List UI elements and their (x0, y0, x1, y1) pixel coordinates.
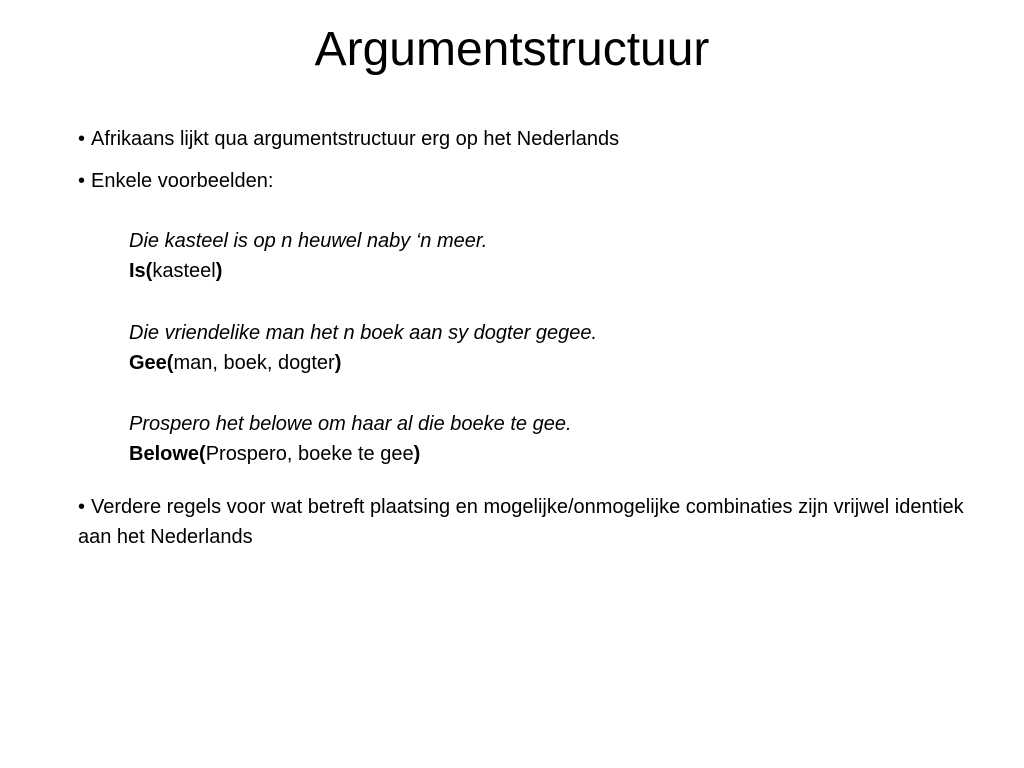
bullet-marker: • (78, 496, 86, 518)
predicate-arguments: kasteel (152, 260, 216, 282)
predicate-arguments: man, boek, dogter (173, 352, 335, 374)
example-sentence: Prospero het belowe om haar al die boeke te gee. (129, 413, 572, 435)
bullet-item (78, 124, 619, 154)
example-predicate (129, 348, 597, 378)
predicate-close: ) (334, 352, 342, 374)
bullet-text: Enkele voorbeelden: (91, 170, 274, 192)
example-predicate (129, 256, 487, 286)
bullet-item (78, 492, 978, 552)
bullet-marker: • (78, 128, 86, 150)
predicate-name: Is( (129, 260, 153, 282)
bullet-item (78, 166, 273, 196)
example-block (129, 409, 572, 469)
predicate-close: ) (413, 443, 421, 465)
example-sentence: Die kasteel is op n heuwel naby ‘n meer. (129, 230, 488, 252)
bullet-marker: • (78, 170, 86, 192)
example-sentence: Die vriendelike man het n boek aan sy dogter gegee. (129, 322, 598, 344)
example-block (129, 318, 597, 378)
example-block (129, 226, 487, 286)
slide-title: Argumentstructuur (314, 23, 710, 76)
bullet-text: Afrikaans lijkt qua argumentstructuur erg op het Nederlands (91, 128, 620, 150)
predicate-name: Belowe( (129, 443, 206, 465)
predicate-name: Gee( (129, 352, 174, 374)
predicate-arguments: Prospero, boeke te gee (205, 443, 414, 465)
bullet-text: Verdere regels voor wat betreft plaatsing en mogelijke/onmogelijke combinaties zijn vrijwel identiek aan het Nederlands (78, 496, 964, 548)
example-predicate (129, 439, 572, 469)
predicate-close: ) (215, 260, 223, 282)
